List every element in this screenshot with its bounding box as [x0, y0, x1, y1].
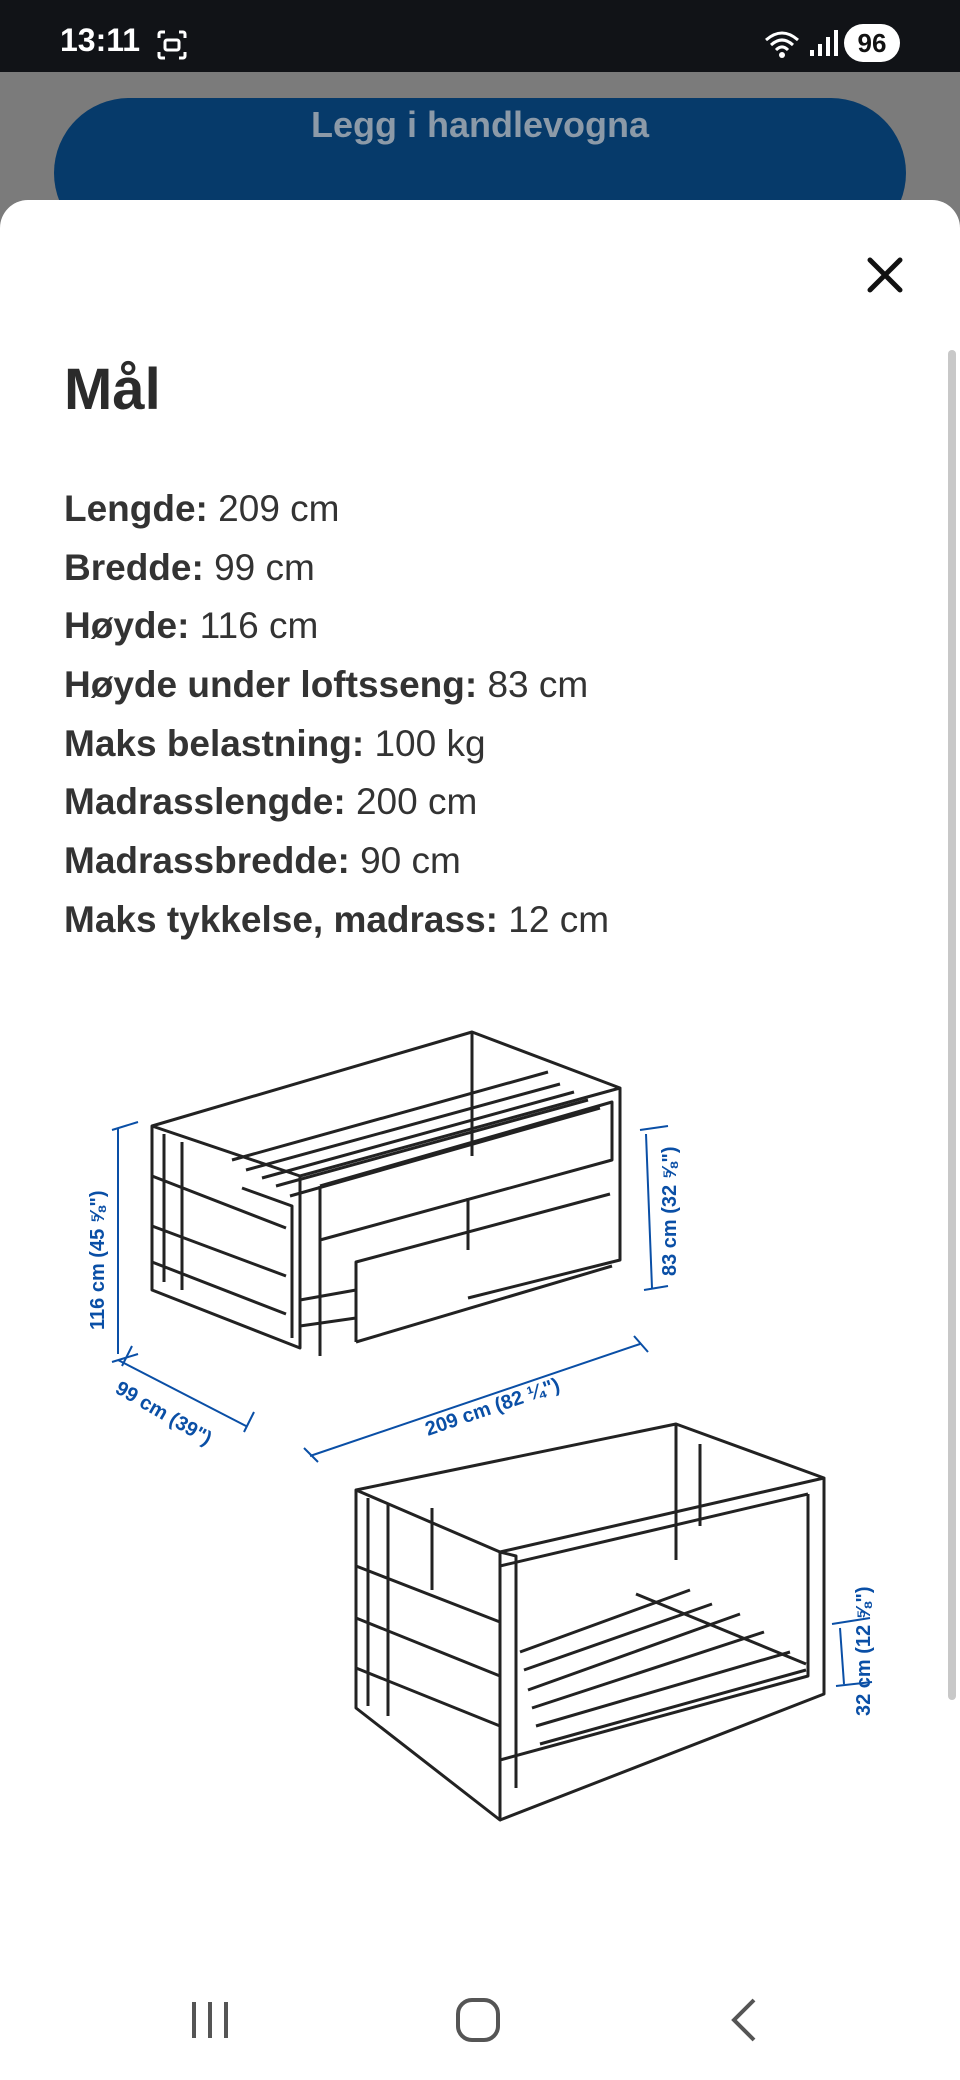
spec-list	[64, 480, 924, 950]
recent-apps-icon[interactable]	[180, 1990, 240, 2050]
battery-badge: 96	[844, 24, 900, 62]
system-nav-bar	[0, 1960, 960, 2080]
spec-row-max-mattress-thickness: Maks tykkelse, madrass: 12 cm	[64, 898, 610, 940]
width-label: 99 cm (39")	[111, 1377, 216, 1450]
low-bed-illustration	[356, 1424, 824, 1820]
spec-row-length: Lengde: 209 cm	[64, 488, 340, 529]
close-icon[interactable]	[858, 248, 912, 302]
spec-row-height: Høyde: 116 cm	[64, 605, 319, 647]
screenshot-icon	[155, 28, 189, 62]
spec-row-height-under-loft: Høyde under loftsseng: 83 cm	[64, 664, 589, 706]
low-bed-height-label: 32 cm (12 ⅝")	[853, 1586, 875, 1716]
dimension-labels	[87, 1146, 875, 1716]
spec-row-max-load: Maks belastning: 100 kg	[64, 722, 486, 764]
wifi-icon	[762, 26, 802, 60]
spec-row-width: Bredde: 99 cm	[64, 546, 315, 588]
add-to-cart-label: Legg i handlevogna	[310, 104, 650, 145]
page-title: Mål	[64, 357, 161, 422]
spec-row-mattress-width: Madrassbredde: 90 cm	[64, 840, 461, 882]
loft-bed-illustration	[152, 1032, 620, 1356]
home-icon[interactable]	[448, 1990, 508, 2050]
dimension-diagram	[0, 1000, 960, 1880]
underbed-height-label: 83 cm (32 ⅝")	[659, 1146, 681, 1276]
length-label: 209 cm (82 ¼")	[422, 1374, 563, 1441]
signal-icon	[806, 26, 840, 60]
status-bar	[0, 0, 960, 72]
height-label: 116 cm (45 ⅝")	[87, 1190, 109, 1330]
status-time: 13:11	[60, 22, 141, 58]
back-icon[interactable]	[716, 1990, 776, 2050]
spec-row-mattress-length: Madrasslengde: 200 cm	[64, 781, 478, 823]
